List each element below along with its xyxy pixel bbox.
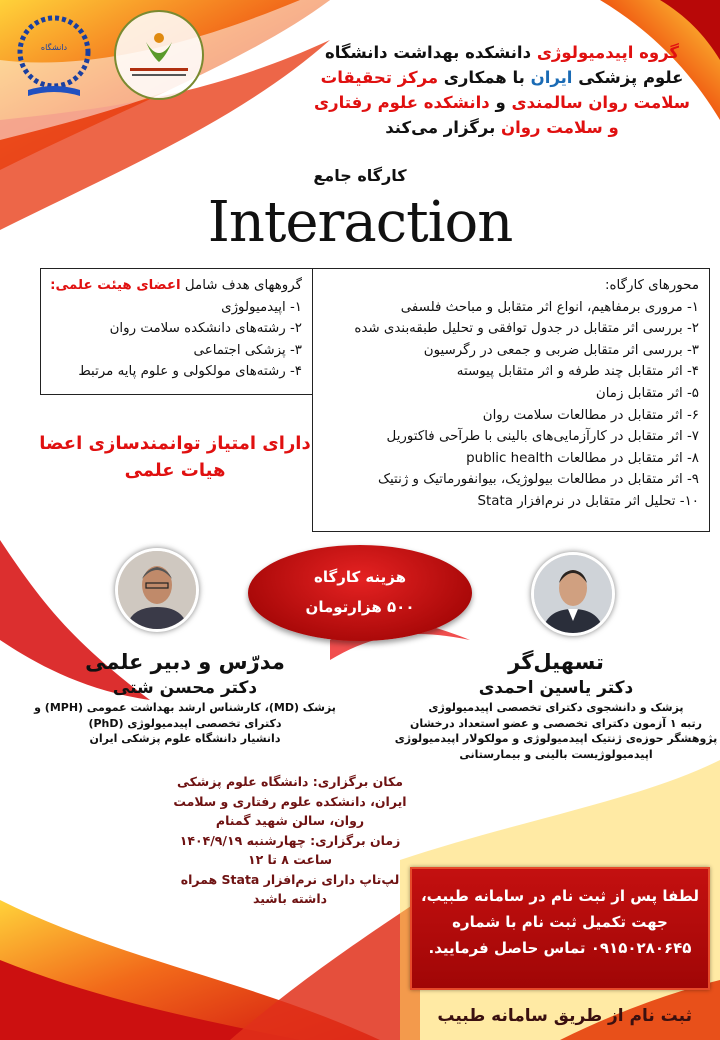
- audience-item: ۳- پزشکی اجتماعی: [193, 342, 302, 358]
- topic-item: ۶- اثر متقابل در مطالعات سلامت روان: [482, 407, 699, 423]
- instructor-role: مدرّس و دبیر علمی: [85, 650, 285, 674]
- header-text: برگزار می‌کند: [385, 118, 496, 137]
- credit-line: هیات علمی: [124, 460, 226, 481]
- instructor-block: [10, 648, 360, 747]
- credit-notice: [20, 430, 330, 484]
- header-research-center: سلامت روان سالمندی: [511, 93, 691, 112]
- facilitator-role: تسهیل‌گر: [508, 650, 604, 674]
- instructor-desc: دانشیار دانشگاه علوم پزشکی ایران: [89, 732, 281, 745]
- venue-line: روان، سالن شهید گمنام: [215, 813, 365, 828]
- research-center-logo: [114, 10, 204, 100]
- instructor-name: دکتر محسن شتی: [112, 678, 258, 698]
- venue-line: مکان برگزاری: دانشگاه علوم پزشکی: [176, 774, 403, 789]
- topic-item: ۴- اثر متقابل چند طرفه و اثر متقابل پیوسته: [456, 364, 699, 380]
- facilitator-desc: اپیدمیولوژیست بالینی و بیمارستانی: [459, 747, 653, 761]
- topics-heading: محورهای کارگاه:: [605, 278, 699, 293]
- instructor-desc: پزشک (MD)، کارشناس ارشد بهداشت عمومی (MPH) و: [34, 701, 336, 714]
- facilitator-block: [392, 648, 720, 762]
- header-faculty: دانشکده علوم رفتاری: [313, 93, 490, 112]
- time-line: ساعت ۸ تا ۱۲: [247, 852, 333, 867]
- instructor-photo: [115, 548, 199, 632]
- registration-phone: ۰۹۱۵۰۲۸۰۶۴۵ تماس حاصل فرمایید.: [428, 939, 692, 957]
- date-line: زمان برگزاری: چهارشنبه ۱۴۰۴/۹/۱۹: [179, 832, 401, 848]
- header-text: دانشکده بهداشت دانشگاه: [324, 43, 532, 62]
- facilitator-name: دکتر یاسین احمدی: [478, 678, 634, 698]
- header-text: علوم پزشکی: [578, 68, 684, 87]
- header-text: و: [495, 93, 506, 112]
- facilitator-photo: [531, 552, 615, 636]
- venue-line: ایران، دانشکده علوم رفتاری و سلامت: [173, 793, 407, 809]
- audience-item: ۲- رشته‌های دانشکده سلامت روان: [109, 321, 302, 337]
- facilitator-desc: پزشک و دانشجوی دکترای تخصصی اپیدمیولوژی: [428, 701, 684, 714]
- topic-item: ۹- اثر متقابل در مطالعات بیولوژیک، بیوانفورماتیک و ژنتیک: [378, 472, 699, 488]
- laptop-note: داشته باشید: [252, 891, 328, 906]
- audience-box: [40, 268, 313, 395]
- topic-item: ۱- مروری برمفاهیم، انواع اثر متقابل و مباحث فلسفی: [400, 299, 699, 315]
- header-iran: ایران: [530, 68, 573, 87]
- header-text: با همکاری: [443, 68, 525, 87]
- topics-box: [312, 268, 710, 532]
- fee-badge: [248, 545, 472, 641]
- audience-item: ۴- رشته‌های مولکولی و علوم پایه مرتبط: [78, 364, 302, 380]
- topic-item: ۳- بررسی اثر متقابل ضربی و جمعی در رگرسیون: [423, 342, 699, 358]
- registration-footer: ثبت نام از طریق سامانه طبیب: [437, 1006, 692, 1026]
- topic-item: ۱۰- تحلیل اثر متقابل در نرم‌افزار Stata: [477, 493, 699, 509]
- svg-text:دانشگاه: دانشگاه: [40, 43, 68, 52]
- audience-item: ۱- اپیدمیولوژی: [221, 299, 302, 315]
- topic-item: ۸- اثر متقابل در مطالعات public health: [466, 450, 699, 466]
- workshop-label: کارگاه جامع: [313, 166, 407, 185]
- topic-item: ۲- بررسی اثر متقابل در جدول توافقی و تحلیل طبقه‌بندی شده: [354, 321, 699, 337]
- header-faculty: و سلامت روان: [501, 118, 619, 137]
- university-logo: [8, 8, 100, 104]
- laptop-note: لپ‌تاپ دارای نرم‌افزار Stata همراه: [180, 871, 400, 887]
- registration-line: لطفا پس از ثبت نام در سامانه طبیب،: [420, 887, 700, 905]
- registration-box: [410, 867, 710, 990]
- audience-heading: گروههای هدف شامل: [184, 278, 302, 293]
- facilitator-desc: پژوهشگر حوزه‌ی ژنتیک اپیدمیولوژی و مولکولار اپیدمیولوژی: [394, 732, 718, 745]
- fee-label: هزینه کارگاه: [313, 568, 406, 586]
- organizer-header: [302, 40, 702, 140]
- audience-heading-highlight: اعضای هیئت علمی:: [50, 278, 181, 293]
- credit-line: دارای امتیاز توانمندسازی اعضا: [39, 433, 311, 454]
- venue-info: [160, 772, 420, 909]
- registration-line: جهت تکمیل ثبت نام با شماره: [452, 913, 668, 931]
- topic-item: ۵- اثر متقابل زمان: [595, 385, 699, 401]
- workshop-title: Interaction: [207, 190, 513, 255]
- instructor-desc: دکترای تخصصی اپیدمیولوژی (PhD): [88, 716, 282, 730]
- topic-item: ۷- اثر متقابل در کارآزمایی‌های بالینی با طرآحی فاکتوریل: [386, 429, 699, 445]
- header-epi-group: گروه اپیدمیولوژی: [536, 43, 679, 62]
- header-research-center: مرکز تحقیقات: [320, 68, 439, 87]
- facilitator-desc: رتبه ۱ آزمون دکترای تخصصی و عضو استعداد درخشان: [409, 716, 703, 730]
- fee-amount: ۵۰۰ هزارتومان: [305, 598, 415, 616]
